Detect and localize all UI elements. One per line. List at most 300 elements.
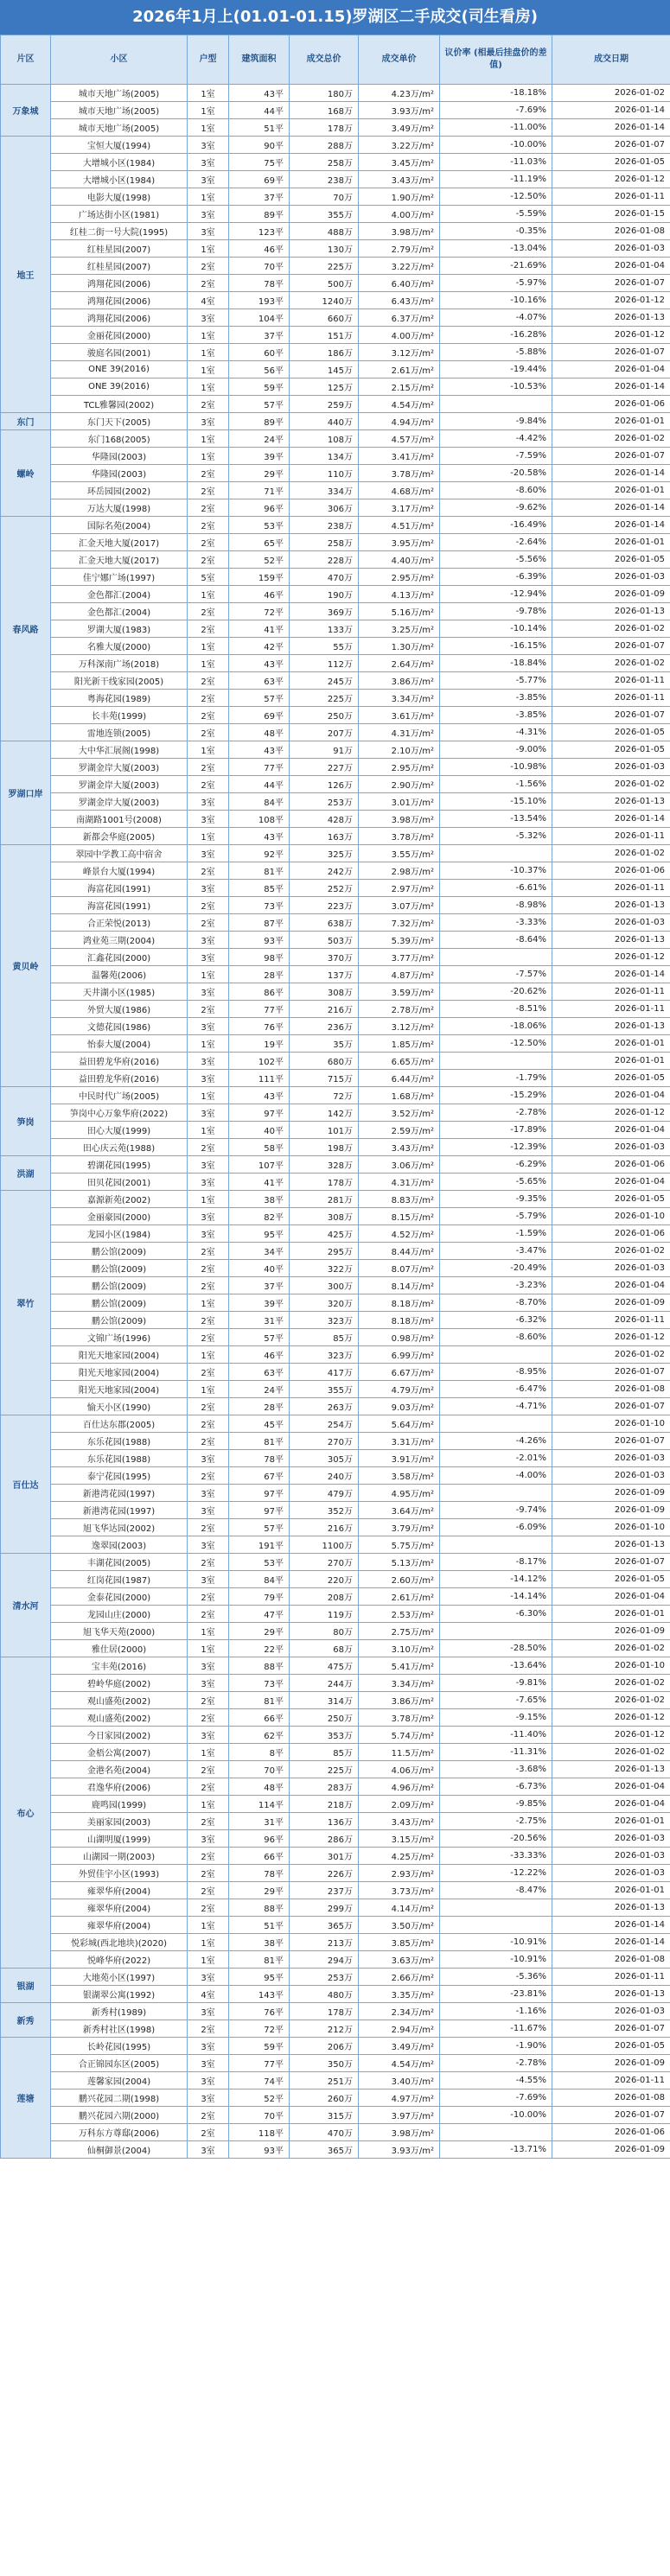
cell-unit: 3.35万/m² <box>359 1986 440 2003</box>
cell-unit: 6.44万/m² <box>359 1070 440 1087</box>
cell-total: 258万 <box>290 534 359 551</box>
table-row <box>1 1882 670 1899</box>
cell-room: 2室 <box>188 275 229 292</box>
table-row <box>1 1951 670 1969</box>
cell-area: 31平 <box>229 1312 290 1329</box>
cell-room: 2室 <box>188 1588 229 1606</box>
cell-name: 宝恒大厦(1994) <box>51 137 188 154</box>
cell-disc: -15.29% <box>440 1087 552 1104</box>
cell-date: 2026-01-05 <box>552 2038 670 2055</box>
cell-total: 301万 <box>290 1848 359 1865</box>
cell-room: 2室 <box>188 1554 229 1571</box>
table-row <box>1 949 670 966</box>
cell-unit: 4.79万/m² <box>359 1381 440 1398</box>
cell-date: 2026-01-04 <box>552 1174 670 1191</box>
cell-area: 97平 <box>229 1104 290 1122</box>
cell-total: 306万 <box>290 499 359 517</box>
cell-disc: -5.56% <box>440 551 552 569</box>
table-row <box>1 1519 670 1536</box>
table-row <box>1 1830 670 1848</box>
cell-room: 4室 <box>188 1986 229 2003</box>
cell-total: 216万 <box>290 1519 359 1536</box>
cell-area: 34平 <box>229 1243 290 1260</box>
cell-date: 2026-01-14 <box>552 499 670 517</box>
cell-area: 31平 <box>229 1813 290 1830</box>
cell-date: 2026-01-01 <box>552 1606 670 1623</box>
cell-unit: 3.43万/m² <box>359 171 440 188</box>
cell-area: 63平 <box>229 1364 290 1381</box>
cell-name: 新港湾花园(1997) <box>51 1502 188 1519</box>
cell-date: 2026-01-13 <box>552 1761 670 1778</box>
header-room: 户型 <box>188 35 229 85</box>
cell-room: 3室 <box>188 1675 229 1692</box>
cell-unit: 5.39万/m² <box>359 932 440 949</box>
cell-date: 2026-01-12 <box>552 292 670 309</box>
cell-disc: -7.65% <box>440 1692 552 1709</box>
cell-total: 142万 <box>290 1104 359 1122</box>
cell-name: 雍翠华府(2004) <box>51 1899 188 1917</box>
table-row <box>1 344 670 361</box>
cell-unit: 4.40万/m² <box>359 551 440 569</box>
cell-name: 雍翠华府(2004) <box>51 1917 188 1934</box>
district-cell: 螺岭 <box>1 430 51 517</box>
cell-date: 2026-01-01 <box>552 1035 670 1053</box>
cell-area: 43平 <box>229 828 290 845</box>
cell-area: 38平 <box>229 1191 290 1208</box>
cell-area: 81平 <box>229 1951 290 1969</box>
cell-room: 1室 <box>188 344 229 361</box>
cell-room: 3室 <box>188 793 229 811</box>
cell-name: 鹏公馆(2009) <box>51 1277 188 1294</box>
cell-room: 2室 <box>188 776 229 793</box>
cell-date: 2026-01-11 <box>552 1969 670 1986</box>
cell-unit: 3.73万/m² <box>359 1882 440 1899</box>
cell-total: 163万 <box>290 828 359 845</box>
cell-name: 汇鑫花园(2000) <box>51 949 188 966</box>
cell-unit: 1.30万/m² <box>359 638 440 655</box>
cell-disc: -8.51% <box>440 1001 552 1018</box>
cell-total: 417万 <box>290 1364 359 1381</box>
cell-unit: 4.51万/m² <box>359 517 440 534</box>
cell-area: 59平 <box>229 378 290 396</box>
district-cell: 东门 <box>1 413 51 430</box>
cell-name: 环岳园园(2002) <box>51 482 188 499</box>
cell-name: 红桂星园(2007) <box>51 240 188 258</box>
table-row <box>1 309 670 327</box>
cell-date: 2026-01-14 <box>552 102 670 119</box>
cell-room: 2室 <box>188 1001 229 1018</box>
cell-total: 470万 <box>290 2124 359 2141</box>
cell-total: 245万 <box>290 672 359 690</box>
cell-name: 罗湖大厦(1983) <box>51 620 188 638</box>
cell-area: 78平 <box>229 1450 290 1467</box>
cell-date: 2026-01-08 <box>552 1951 670 1969</box>
cell-disc: -6.32% <box>440 1312 552 1329</box>
cell-disc: -1.56% <box>440 776 552 793</box>
cell-area: 70平 <box>229 258 290 275</box>
cell-date: 2026-01-02 <box>552 845 670 862</box>
cell-name: 观山盛苑(2002) <box>51 1709 188 1727</box>
cell-unit: 4.94万/m² <box>359 413 440 430</box>
cell-room: 2室 <box>188 1778 229 1796</box>
cell-date: 2026-01-07 <box>552 638 670 655</box>
cell-disc: -20.49% <box>440 1260 552 1277</box>
cell-name: 鹏兴花园六期(2000) <box>51 2107 188 2124</box>
table-row <box>1 534 670 551</box>
cell-name: 文锦广场(1996) <box>51 1329 188 1346</box>
cell-name: 万科东方尊邸(2006) <box>51 2124 188 2141</box>
cell-unit: 3.17万/m² <box>359 499 440 517</box>
cell-disc: -4.42% <box>440 430 552 448</box>
cell-area: 63平 <box>229 672 290 690</box>
cell-date: 2026-01-09 <box>552 1294 670 1312</box>
cell-room: 2室 <box>188 1415 229 1433</box>
cell-name: 益田碧龙华府(2016) <box>51 1053 188 1070</box>
cell-disc: -8.98% <box>440 897 552 914</box>
cell-name: 金泰花园(2000) <box>51 1588 188 1606</box>
cell-total: 178万 <box>290 119 359 137</box>
cell-date: 2026-01-09 <box>552 586 670 603</box>
cell-room: 2室 <box>188 1899 229 1917</box>
cell-room: 2室 <box>188 551 229 569</box>
table-row <box>1 1001 670 1018</box>
cell-total: 85万 <box>290 1744 359 1761</box>
cell-date: 2026-01-06 <box>552 396 670 413</box>
cell-date: 2026-01-02 <box>552 1346 670 1364</box>
cell-name: 阳光新干线家园(2005) <box>51 672 188 690</box>
cell-name: 百仕达东郡(2005) <box>51 1415 188 1433</box>
cell-date: 2026-01-13 <box>552 897 670 914</box>
cell-total: 680万 <box>290 1053 359 1070</box>
cell-area: 45平 <box>229 1415 290 1433</box>
cell-total: 208万 <box>290 1588 359 1606</box>
cell-disc: -12.50% <box>440 1035 552 1053</box>
cell-name: 峰景台大厦(1994) <box>51 862 188 880</box>
cell-room: 3室 <box>188 1104 229 1122</box>
cell-total: 216万 <box>290 1001 359 1018</box>
cell-unit: 4.06万/m² <box>359 1761 440 1778</box>
table-row <box>1 1554 670 1571</box>
cell-room: 2室 <box>188 1398 229 1415</box>
cell-area: 96平 <box>229 499 290 517</box>
cell-date: 2026-01-05 <box>552 154 670 171</box>
cell-unit: 5.64万/m² <box>359 1415 440 1433</box>
cell-disc <box>440 1053 552 1070</box>
header-unit: 成交单价 <box>359 35 440 85</box>
cell-area: 78平 <box>229 275 290 292</box>
cell-name: 红岗花园(1987) <box>51 1571 188 1588</box>
cell-area: 81平 <box>229 1433 290 1450</box>
cell-room: 1室 <box>188 378 229 396</box>
table-row <box>1 707 670 724</box>
cell-area: 42平 <box>229 638 290 655</box>
cell-date: 2026-01-03 <box>552 2003 670 2020</box>
cell-total: 308万 <box>290 1208 359 1225</box>
cell-date: 2026-01-07 <box>552 448 670 465</box>
table-row <box>1 1848 670 1865</box>
cell-room: 1室 <box>188 655 229 672</box>
cell-date: 2026-01-07 <box>552 137 670 154</box>
cell-area: 65平 <box>229 534 290 551</box>
cell-area: 78平 <box>229 1865 290 1882</box>
cell-disc: -5.36% <box>440 1969 552 1986</box>
table-row <box>1 1364 670 1381</box>
cell-disc: -12.50% <box>440 188 552 206</box>
cell-total: 244万 <box>290 1675 359 1692</box>
cell-date: 2026-01-13 <box>552 1536 670 1554</box>
table-row <box>1 2141 670 2159</box>
cell-room: 2室 <box>188 465 229 482</box>
table-row <box>1 914 670 932</box>
cell-area: 75平 <box>229 154 290 171</box>
cell-unit: 5.16万/m² <box>359 603 440 620</box>
cell-name: ONE 39(2016) <box>51 378 188 396</box>
cell-disc: -9.62% <box>440 499 552 517</box>
cell-unit: 3.31万/m² <box>359 1433 440 1450</box>
cell-room: 1室 <box>188 586 229 603</box>
cell-total: 479万 <box>290 1485 359 1502</box>
cell-name: 华隆园(2003) <box>51 448 188 465</box>
cell-unit: 2.94万/m² <box>359 2020 440 2038</box>
cell-disc <box>440 1485 552 1502</box>
cell-area: 72平 <box>229 2020 290 2038</box>
cell-area: 39平 <box>229 448 290 465</box>
cell-disc: -1.90% <box>440 2038 552 2055</box>
cell-unit: 4.54万/m² <box>359 2055 440 2072</box>
cell-area: 114平 <box>229 1796 290 1813</box>
cell-date: 2026-01-08 <box>552 2089 670 2107</box>
cell-room: 3室 <box>188 1156 229 1174</box>
cell-area: 84平 <box>229 1571 290 1588</box>
cell-area: 60平 <box>229 344 290 361</box>
table-row <box>1 396 670 413</box>
cell-area: 51平 <box>229 1917 290 1934</box>
cell-name: 金丽花园(2000) <box>51 327 188 344</box>
cell-total: 225万 <box>290 1761 359 1778</box>
table-row <box>1 413 670 430</box>
cell-name: 中民时代广场(2005) <box>51 1087 188 1104</box>
cell-total: 299万 <box>290 1899 359 1917</box>
cell-unit: 3.52万/m² <box>359 1104 440 1122</box>
cell-disc <box>440 1899 552 1917</box>
cell-name: 外贸大厦(1986) <box>51 1001 188 1018</box>
cell-unit: 3.40万/m² <box>359 2072 440 2089</box>
cell-total: 250万 <box>290 707 359 724</box>
cell-disc: -18.06% <box>440 1018 552 1035</box>
cell-disc: -4.71% <box>440 1398 552 1415</box>
table-row <box>1 897 670 914</box>
cell-name: 金色都汇(2004) <box>51 603 188 620</box>
cell-name: 新都会华庭(2005) <box>51 828 188 845</box>
cell-total: 223万 <box>290 897 359 914</box>
table-row <box>1 1035 670 1053</box>
cell-area: 44平 <box>229 102 290 119</box>
cell-area: 43平 <box>229 1087 290 1104</box>
cell-name: 观山盛苑(2002) <box>51 1692 188 1709</box>
cell-date: 2026-01-12 <box>552 1104 670 1122</box>
cell-name: 阳光天地家园(2004) <box>51 1364 188 1381</box>
table-row <box>1 966 670 983</box>
cell-unit: 4.96万/m² <box>359 1778 440 1796</box>
cell-unit: 3.12万/m² <box>359 1018 440 1035</box>
cell-date: 2026-01-02 <box>552 655 670 672</box>
table-row <box>1 2072 670 2089</box>
cell-total: 295万 <box>290 1243 359 1260</box>
cell-room: 2室 <box>188 1312 229 1329</box>
table-row <box>1 1070 670 1087</box>
cell-date: 2026-01-13 <box>552 309 670 327</box>
cell-room: 2室 <box>188 396 229 413</box>
cell-date: 2026-01-07 <box>552 344 670 361</box>
cell-area: 191平 <box>229 1536 290 1554</box>
cell-name: 电影大厦(1998) <box>51 188 188 206</box>
table-row <box>1 1986 670 2003</box>
cell-unit: 1.90万/m² <box>359 188 440 206</box>
cell-room: 1室 <box>188 361 229 378</box>
cell-unit: 3.10万/m² <box>359 1640 440 1657</box>
cell-unit: 5.13万/m² <box>359 1554 440 1571</box>
table-row <box>1 1053 670 1070</box>
cell-unit: 6.99万/m² <box>359 1346 440 1364</box>
cell-area: 43平 <box>229 741 290 759</box>
cell-area: 46平 <box>229 1346 290 1364</box>
cell-total: 253万 <box>290 1969 359 1986</box>
cell-name: 广场达街小区(1981) <box>51 206 188 223</box>
cell-disc: -2.01% <box>440 1450 552 1467</box>
cell-disc: -11.19% <box>440 171 552 188</box>
cell-room: 2室 <box>188 517 229 534</box>
cell-total: 320万 <box>290 1294 359 1312</box>
cell-date: 2026-01-04 <box>552 1087 670 1104</box>
cell-disc: -2.78% <box>440 2055 552 2072</box>
cell-total: 206万 <box>290 2038 359 2055</box>
cell-disc: -3.33% <box>440 914 552 932</box>
cell-area: 22平 <box>229 1640 290 1657</box>
cell-disc: -23.81% <box>440 1986 552 2003</box>
cell-room: 2室 <box>188 534 229 551</box>
cell-date: 2026-01-03 <box>552 1830 670 1848</box>
cell-disc: -11.00% <box>440 119 552 137</box>
cell-room: 2室 <box>188 1882 229 1899</box>
cell-unit: 3.49万/m² <box>359 119 440 137</box>
cell-area: 53平 <box>229 1554 290 1571</box>
cell-name: 逸翠园(2003) <box>51 1536 188 1554</box>
cell-name: 君逸华府(2006) <box>51 1778 188 1796</box>
cell-room: 2室 <box>188 1761 229 1778</box>
cell-total: 260万 <box>290 2089 359 2107</box>
cell-disc: -6.73% <box>440 1778 552 1796</box>
cell-total: 470万 <box>290 569 359 586</box>
cell-name: 鸿翔花园(2006) <box>51 309 188 327</box>
cell-room: 2室 <box>188 1433 229 1450</box>
cell-room: 1室 <box>188 1087 229 1104</box>
table-row <box>1 1225 670 1243</box>
cell-disc: -8.60% <box>440 1329 552 1346</box>
cell-room: 2室 <box>188 1709 229 1727</box>
cell-total: 334万 <box>290 482 359 499</box>
table-row <box>1 1346 670 1364</box>
cell-room: 1室 <box>188 1796 229 1813</box>
cell-area: 57平 <box>229 396 290 413</box>
table-row <box>1 1796 670 1813</box>
cell-name: 益田碧龙华府(2016) <box>51 1070 188 1087</box>
cell-disc: -4.55% <box>440 2072 552 2089</box>
cell-total: 365万 <box>290 2141 359 2159</box>
cell-date: 2026-01-07 <box>552 707 670 724</box>
cell-unit: 2.98万/m² <box>359 862 440 880</box>
cell-unit: 2.90万/m² <box>359 776 440 793</box>
district-cell: 新秀 <box>1 2003 51 2038</box>
cell-area: 24平 <box>229 430 290 448</box>
cell-total: 369万 <box>290 603 359 620</box>
cell-area: 41平 <box>229 1174 290 1191</box>
cell-disc: -8.47% <box>440 1882 552 1899</box>
cell-disc: -7.59% <box>440 448 552 465</box>
cell-disc: -10.37% <box>440 862 552 880</box>
cell-date: 2026-01-04 <box>552 1778 670 1796</box>
cell-name: 鹏兴花园二期(1998) <box>51 2089 188 2107</box>
cell-room: 2室 <box>188 914 229 932</box>
table-row <box>1 137 670 154</box>
cell-total: 85万 <box>290 1329 359 1346</box>
cell-date: 2026-01-05 <box>552 1571 670 1588</box>
cell-unit: 2.78万/m² <box>359 1001 440 1018</box>
cell-name: ONE 39(2016) <box>51 361 188 378</box>
cell-room: 3室 <box>188 154 229 171</box>
cell-area: 97平 <box>229 1502 290 1519</box>
cell-name: 阳光天地家园(2004) <box>51 1381 188 1398</box>
cell-date: 2026-01-14 <box>552 119 670 137</box>
cell-name: 旭飞华天苑(2000) <box>51 1623 188 1640</box>
cell-disc <box>440 1346 552 1364</box>
cell-total: 198万 <box>290 1139 359 1156</box>
cell-area: 84平 <box>229 793 290 811</box>
cell-unit: 2.61万/m² <box>359 361 440 378</box>
cell-disc: -13.64% <box>440 1657 552 1675</box>
header-date: 成交日期 <box>552 35 670 85</box>
cell-name: 长丰苑(1999) <box>51 707 188 724</box>
table-row <box>1 1018 670 1035</box>
cell-total: 294万 <box>290 1951 359 1969</box>
cell-disc: -10.00% <box>440 137 552 154</box>
cell-unit: 4.52万/m² <box>359 1225 440 1243</box>
cell-date: 2026-01-02 <box>552 1692 670 1709</box>
cell-name: 怡泰大厦(2004) <box>51 1035 188 1053</box>
cell-unit: 0.98万/m² <box>359 1329 440 1346</box>
cell-name: 名雅大厦(2000) <box>51 638 188 655</box>
table-row <box>1 1588 670 1606</box>
cell-unit: 3.45万/m² <box>359 154 440 171</box>
cell-unit: 2.95万/m² <box>359 569 440 586</box>
cell-room: 1室 <box>188 1191 229 1208</box>
cell-date: 2026-01-13 <box>552 793 670 811</box>
cell-name: 旭飞华达园(2002) <box>51 1519 188 1536</box>
cell-area: 46平 <box>229 586 290 603</box>
cell-total: 240万 <box>290 1467 359 1485</box>
cell-name: 红桂二街一号大院(1995) <box>51 223 188 240</box>
table-row <box>1 1675 670 1692</box>
cell-area: 53平 <box>229 517 290 534</box>
cell-date: 2026-01-03 <box>552 569 670 586</box>
cell-unit: 1.85万/m² <box>359 1035 440 1053</box>
cell-room: 1室 <box>188 85 229 102</box>
cell-area: 48平 <box>229 1778 290 1796</box>
table-row <box>1 154 670 171</box>
cell-unit: 3.78万/m² <box>359 465 440 482</box>
cell-disc: -3.47% <box>440 1243 552 1260</box>
cell-unit: 2.53万/m² <box>359 1606 440 1623</box>
cell-total: 136万 <box>290 1813 359 1830</box>
